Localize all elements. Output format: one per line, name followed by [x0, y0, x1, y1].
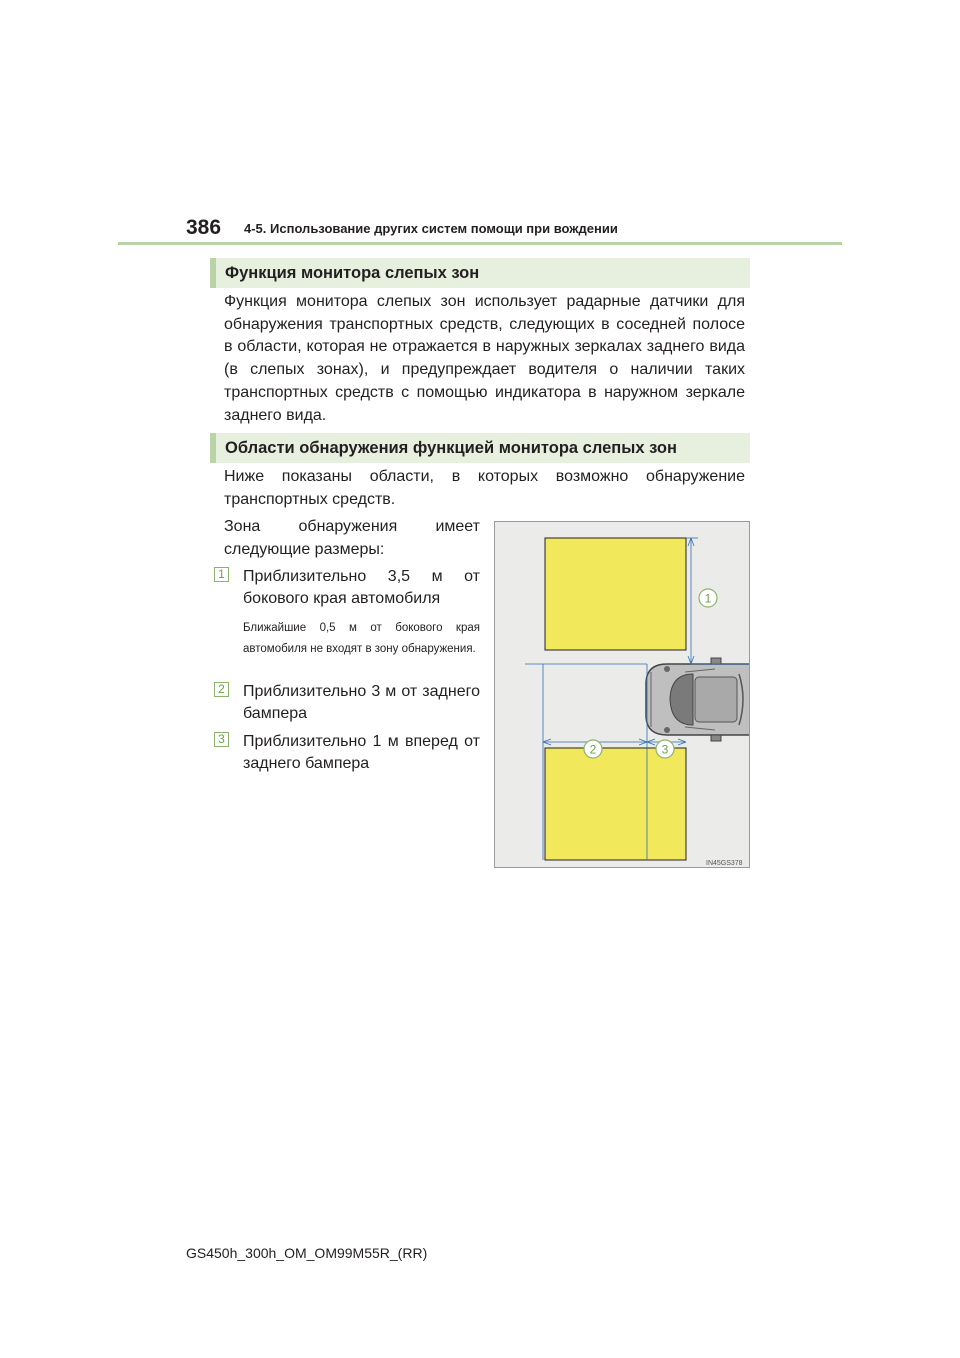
car-top-view-icon	[646, 658, 750, 741]
footer-manual-code: GS450h_300h_OM_OM99M55R_(RR)	[186, 1245, 428, 1261]
chapter-title: 4-5. Использование других систем помощи при вождении	[244, 221, 618, 236]
callout-1-icon	[699, 589, 717, 607]
list-number-2: 2	[214, 682, 229, 697]
section-heading-detection-areas: Области обнаружения функцией монитора слепых зон	[210, 433, 750, 463]
list-item	[214, 566, 480, 610]
lower-detection-zone	[545, 748, 686, 860]
list-number-3: 3	[214, 732, 229, 747]
list-number-1: 1	[214, 567, 229, 582]
callout-3-icon	[656, 740, 674, 758]
list-text-3: Приблизительно 1 м вперед от заднего бампера	[243, 733, 480, 772]
detection-zone-diagram	[494, 521, 750, 868]
upper-detection-zone	[545, 538, 686, 650]
page-number: 386	[186, 216, 222, 239]
detection-zone-svg	[495, 522, 750, 868]
callout-1-label: 1	[704, 591, 712, 606]
list-item	[214, 681, 480, 725]
detection-areas-intro: Ниже показаны области, в которых возможно обнаружение транспортных средств.	[224, 468, 745, 508]
list-text-2: Приблизительно 3 м от заднего бампера	[243, 683, 480, 722]
header-divider	[118, 242, 842, 245]
list-item	[214, 731, 480, 775]
section-body-blind-spot-monitor: Функция монитора слепых зон использует радарные датчики для обнаружения транспортных средств, следующих в соседней полосе в области, которая не отражается в наружных зеркалах заднего вида (в слепых зонах), и предупреждает водителя о наличии таких транспортных средств с помощью индикатора в наружном зеркале заднего вида.	[224, 293, 745, 424]
callout-2-label: 2	[589, 742, 597, 757]
list-text-1: Приблизительно 3,5 м от бокового края автомобиля	[243, 568, 480, 607]
note-exclusion: Ближайшие 0,5 м от бокового края автомобиля не входят в зону обнаружения.	[243, 622, 480, 655]
callout-3-label: 3	[661, 742, 669, 757]
callout-2-icon	[584, 740, 602, 758]
figure-code: IN45GS378	[706, 860, 743, 867]
section-heading-blind-spot-monitor: Функция монитора слепых зон	[210, 258, 750, 288]
zone-size-intro: Зона обнаружения имеет следующие размеры:	[224, 518, 480, 558]
